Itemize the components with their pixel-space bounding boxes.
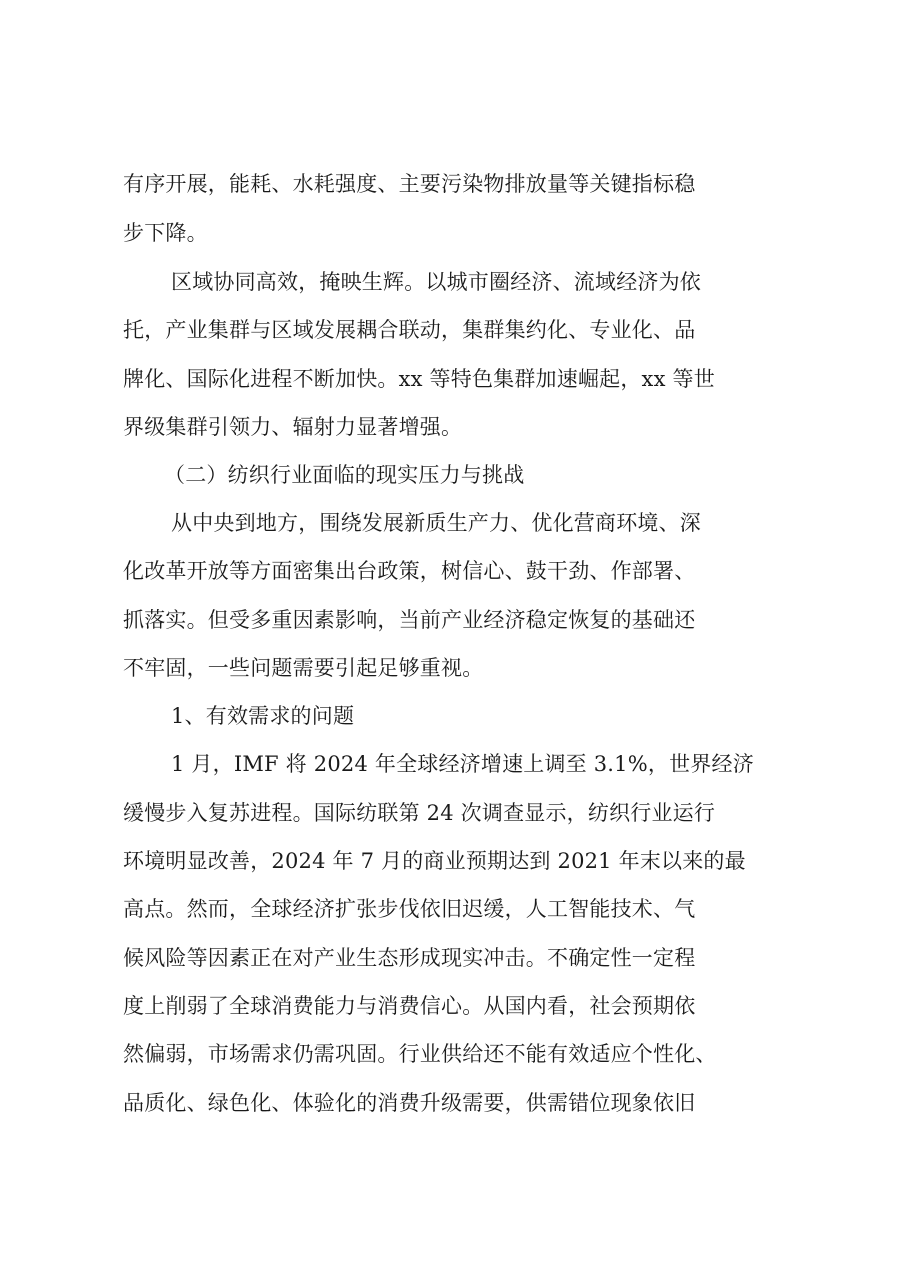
paragraph-line: 托，产业集群与区域发展耦合联动，集群集约化、专业化、品 xyxy=(123,318,696,342)
paragraph-line: 界级集群引领力、辐射力显著增强。 xyxy=(123,415,463,439)
paragraph-line: 环境明显改善，2024 年 7 月的商业预期达到 2021 年末以来的最 xyxy=(123,849,746,873)
subsection-heading: 1、有效需求的问题 xyxy=(171,704,355,728)
paragraph-line: 不牢固，一些问题需要引起足够重视。 xyxy=(123,656,484,680)
paragraph-line: 牌化、国际化进程不断加快。xx 等特色集群加速崛起，xx 等世 xyxy=(123,367,715,391)
paragraph-line: 缓慢步入复苏进程。国际纺联第 24 次调查显示，纺织行业运行 xyxy=(123,801,716,825)
section-heading: （二）纺织行业面临的现实压力与挑战 xyxy=(164,463,525,487)
paragraph-line: 步下降。 xyxy=(123,221,208,245)
paragraph-line: 从中央到地方，围绕发展新质生产力、优化营商环境、深 xyxy=(171,511,701,535)
paragraph-line: 有序开展，能耗、水耗强度、主要污染物排放量等关键指标稳 xyxy=(123,172,696,196)
paragraph-line: 化改革开放等方面密集出台政策，树信心、鼓干劲、作部署、 xyxy=(123,559,696,583)
paragraph-line: 1 月，IMF 将 2024 年全球经济增速上调至 3.1%，世界经济 xyxy=(171,752,754,776)
paragraph-line: 区域协同高效，掩映生辉。以城市圈经济、流域经济为依 xyxy=(171,270,701,294)
paragraph-line: 抓落实。但受多重因素影响，当前产业经济稳定恢复的基础还 xyxy=(123,608,696,632)
paragraph-line: 品质化、绿色化、体验化的消费升级需要，供需错位现象依旧 xyxy=(123,1091,696,1115)
paragraph-line: 度上削弱了全球消费能力与消费信心。从国内看，社会预期依 xyxy=(123,994,696,1018)
paragraph-line: 然偏弱，市场需求仍需巩固。行业供给还不能有效适应个性化、 xyxy=(123,1042,717,1066)
paragraph-line: 候风险等因素正在对产业生态形成现实冲击。不确定性一定程 xyxy=(123,946,696,970)
paragraph-line: 高点。然而，全球经济扩张步伐依旧迟缓，人工智能技术、气 xyxy=(123,897,696,921)
